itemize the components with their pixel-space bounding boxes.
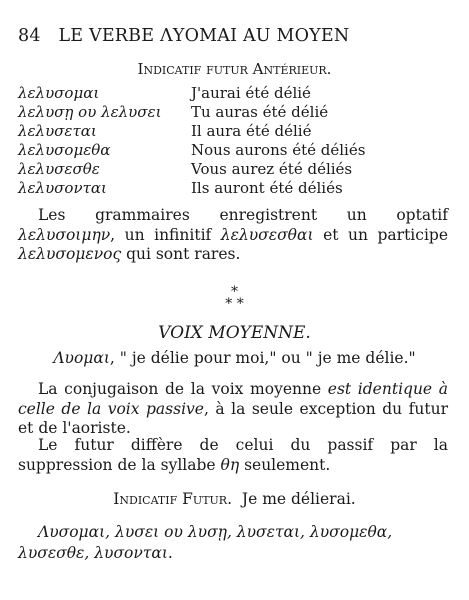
conjugation-table: [18, 84, 458, 198]
paragraph-futur: [18, 436, 448, 475]
french-translation: Vous aurez été déliés: [191, 160, 353, 178]
greek-form: λελυσῃ ου λελυσει: [18, 103, 162, 121]
paragraph-text: et un participe: [313, 225, 448, 244]
french-translation: Nous aurons été déliés: [191, 141, 366, 159]
greek-word: λελυσοιμην: [18, 225, 111, 244]
futur-conjugation: Λυσομαι, λυσει ου λυσῃ, λυσεται, λυσομεθα, λυσεσθε, λυσονται.: [18, 523, 393, 562]
conjugation-row: [18, 84, 458, 103]
greek-word: θη: [220, 455, 240, 474]
paragraph-text: Le futur diffère de celui du passif par la suppression de la syllabe: [18, 436, 448, 474]
paragraph-text: , à la seule exception du futur et de l'aoriste.: [18, 399, 448, 437]
conjugation-row: [18, 122, 458, 141]
page-number: 84: [18, 26, 41, 46]
lyomai-definition: [0, 349, 469, 369]
section-title-futur-anterieur: Indicatif futur Antérieur.: [137, 60, 332, 78]
french-translation: Ils auront été déliés: [191, 179, 343, 197]
french-translation: Il aura été délié: [191, 122, 312, 140]
paragraph-optatif: [18, 206, 448, 265]
french-translation: J'aurai été délié: [191, 84, 311, 102]
greek-word: λελυσεσθαι: [220, 225, 314, 244]
asterism: [0, 286, 469, 310]
section-title-text: Indicatif Futur.: [113, 490, 233, 508]
paragraph-text: Les grammaires enregistrent un optatif: [38, 206, 448, 224]
page-header: [18, 26, 349, 46]
greek-word: λελυσομενος: [18, 245, 122, 263]
greek-form: λελυσεσθε: [18, 160, 100, 178]
asterism-top: *: [231, 284, 238, 300]
paragraph-text: qui sont rares.: [121, 245, 241, 263]
section-title-futur: [0, 490, 469, 508]
paragraph-text: La conjugaison de la voix moyenne: [38, 380, 328, 398]
conjugation-row: [18, 179, 458, 198]
section-subtitle: Je me délierai.: [241, 490, 356, 508]
emphasis-text: est identique à celle de la voix passive: [18, 380, 448, 418]
page-running-title: LE VERBE ΛΥΟΜΑΙ AU MOYEN: [58, 26, 350, 46]
paragraph-conjugaison: [18, 380, 448, 439]
conjugation-row: [18, 160, 458, 179]
paragraph-text: , un infinitif: [110, 225, 221, 244]
greek-form: λελυσομεθα: [18, 141, 111, 159]
definition-text: , " je délie pour moi," ou " je me délie.": [109, 349, 416, 367]
section-title-voix-moyenne: VOIX MOYENNE.: [158, 323, 311, 343]
conjugation-row: [18, 141, 458, 160]
conjugation-row: [18, 103, 458, 122]
asterism-bottom: * *: [225, 296, 244, 312]
french-translation: Tu auras été délié: [191, 103, 329, 121]
greek-form: λελυσομαι: [18, 84, 100, 102]
greek-word: Λυομαι: [53, 349, 110, 367]
greek-form: λελυσεται: [18, 122, 97, 140]
paragraph-text: seulement.: [239, 455, 331, 474]
greek-form: λελυσονται: [18, 179, 107, 197]
